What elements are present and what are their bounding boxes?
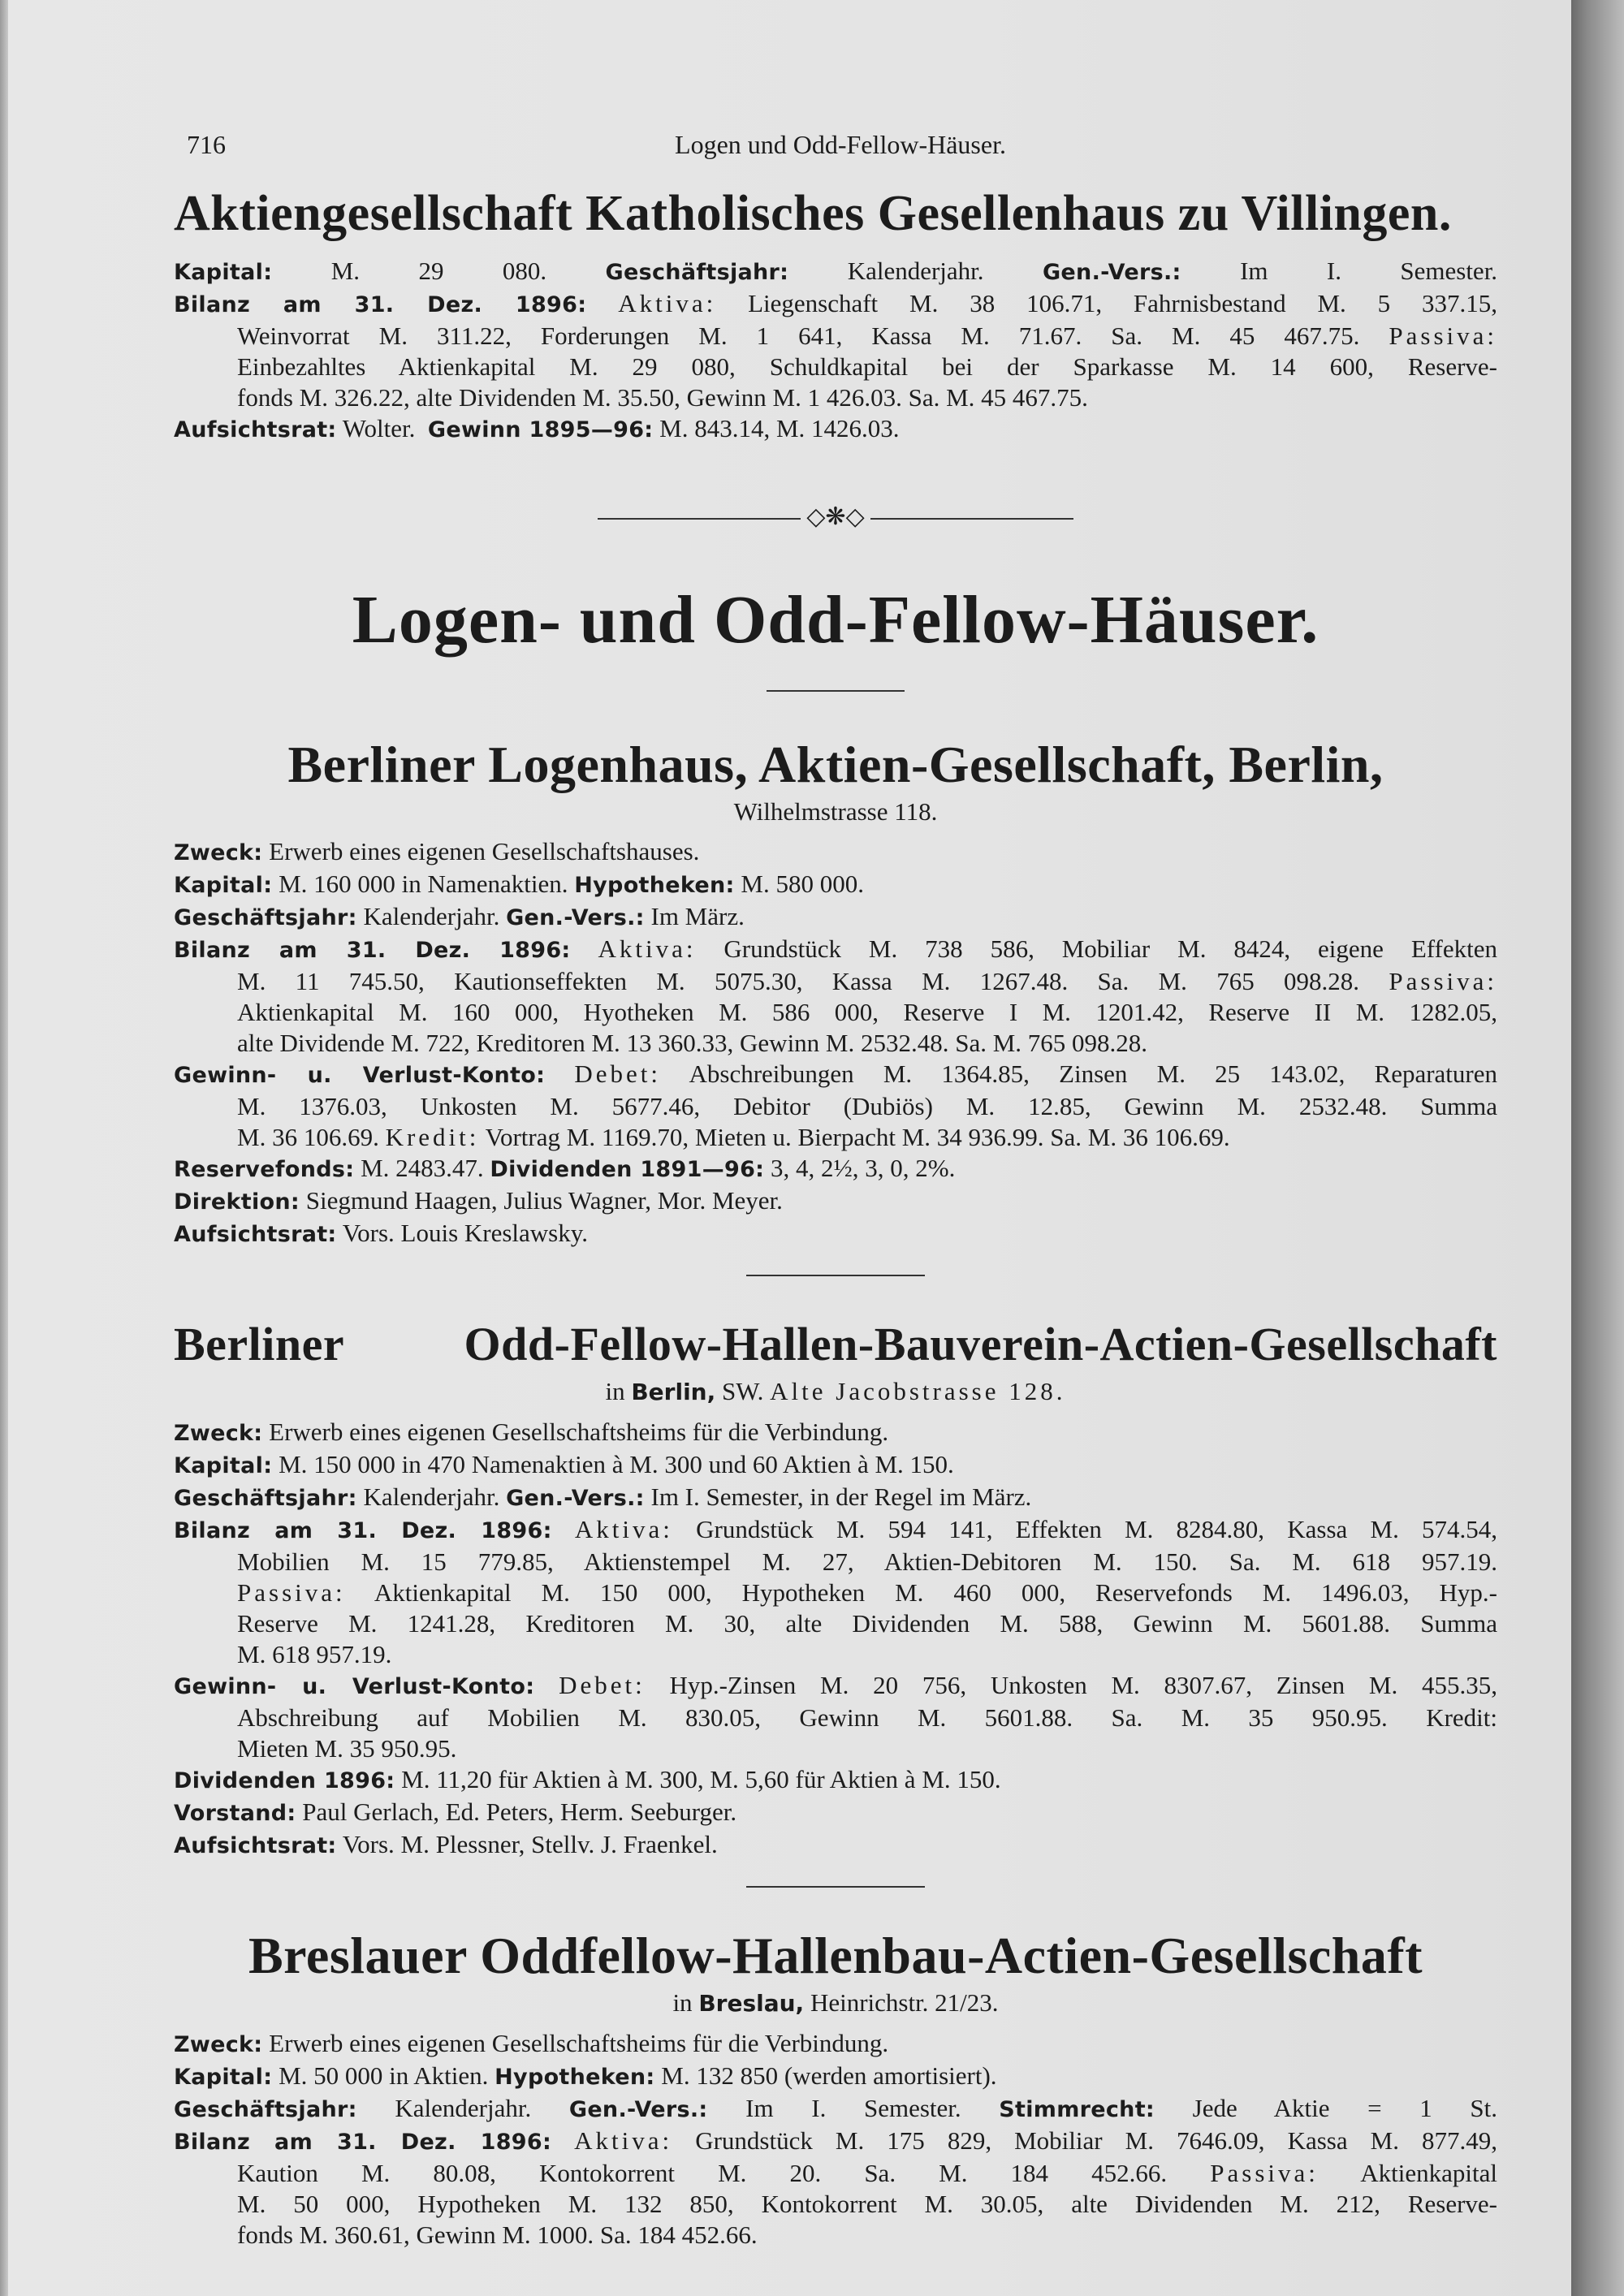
- field-value: M. 50 000 in Aktien.: [279, 2061, 489, 2090]
- text-line: [174, 1482, 1497, 1514]
- spaced-label: Passiva:: [1210, 2159, 1319, 2187]
- field-label: Bilanz am 31. Dez. 1896:: [174, 938, 571, 963]
- field-value: Erwerb eines eigenen Gesellschaftsheims für die Verbindung.: [269, 2029, 889, 2057]
- address-city: Breslau,: [698, 1990, 805, 2017]
- field-value: M. 11,20 für Aktien à M. 300, M. 5,60 für Aktien à M. 150.: [401, 1765, 1001, 1793]
- text-line: [174, 1059, 1497, 1091]
- spaced-label: Kredit:: [385, 1123, 480, 1151]
- field-value: Liegenschaft M. 38 106.71, Fahrnisbestand M. 5 337.15,: [748, 289, 1498, 317]
- field-label: Zweck:: [174, 1421, 263, 1446]
- text-line: [174, 1449, 1497, 1482]
- text-line: Mieten M. 35 950.95.: [237, 1734, 457, 1763]
- field-label: Gen.-Vers.:: [1042, 260, 1181, 285]
- spaced-label: Aktiva:: [574, 1515, 673, 1543]
- text-line: M. 50 000, Hypotheken M. 132 850, Kontokorrent M. 30.05, alte Dividenden M. 212, Reserve-: [237, 2190, 1497, 2218]
- spaced-label: Passiva:: [1389, 967, 1497, 995]
- field-value: Grundstück M. 738 586, Mobiliar M. 8424, eigene Effekten: [723, 934, 1498, 963]
- field-label: Hypotheken:: [574, 873, 735, 898]
- text-line: [174, 256, 1497, 288]
- text-line: [174, 966, 1497, 997]
- text-line: [174, 934, 1497, 966]
- field-value: Kalenderjahr.: [363, 902, 500, 930]
- text-line: [174, 1829, 1497, 1862]
- entry-berliner-logenhaus: [174, 734, 1497, 1250]
- field-value: Aktienkapital: [1360, 2159, 1497, 2187]
- text-line: alte Dividende M. 722, Kreditoren M. 13 360.33, Gewinn M. 2532.48. Sa. M. 765 098.28.: [237, 1029, 1148, 1057]
- field-value: M. 29 080.: [330, 257, 547, 285]
- field-value: 3, 4, 2½, 3, 0, 2%.: [771, 1154, 956, 1182]
- text-line: [174, 2061, 1497, 2093]
- field-value: Erwerb eines eigenen Gesellschaftsheims für die Verbindung.: [269, 1418, 889, 1446]
- text-line: [174, 1122, 1497, 1153]
- field-value: Jede Aktie = 1 St.: [1192, 2094, 1498, 2122]
- text-line: [174, 1417, 1497, 1449]
- field-label: Dividenden 1891—96:: [490, 1157, 765, 1182]
- text-line: M. 1376.03, Unkosten M. 5677.46, Debitor (Dubiös) M. 12.85, Gewinn M. 2532.48. Summa: [237, 1092, 1497, 1120]
- text-line: [174, 288, 1497, 321]
- field-label: Reservefonds:: [174, 1157, 355, 1182]
- text-line: [174, 901, 1497, 934]
- address-street: Heinrichstr. 21/23.: [810, 1988, 999, 2017]
- divider: [767, 690, 905, 692]
- field-value: Kalenderjahr.: [395, 2094, 532, 2122]
- field-value: Grundstück M. 175 829, Mobiliar M. 7646.09, Kassa M. 877.49,: [695, 2126, 1498, 2155]
- ornament-rule: [870, 518, 1073, 520]
- field-value: Vortrag M. 1169.70, Mieten u. Bierpacht M. 34 936.99. Sa. M. 36 106.69.: [485, 1123, 1230, 1151]
- spaced-label: Aktiva:: [618, 289, 717, 317]
- text-line: [174, 869, 1497, 901]
- field-label: Geschäftsjahr:: [605, 260, 789, 285]
- entry-title: Aktiengesellschaft Katholisches Gesellenhaus zu Villingen.: [174, 186, 1452, 241]
- divider: [746, 1275, 925, 1276]
- text-line: fonds M. 360.61, Gewinn M. 1000. Sa. 184 452.66.: [237, 2220, 758, 2249]
- field-label: Aufsichtsrat:: [174, 417, 337, 442]
- text-line: [174, 1797, 1497, 1829]
- text-line: [174, 1514, 1497, 1547]
- field-label: Gewinn 1895—96:: [427, 417, 654, 442]
- field-label: Hypotheken:: [495, 2065, 655, 2090]
- field-label: Bilanz am 31. Dez. 1896:: [174, 292, 587, 317]
- page-number: 716: [187, 130, 226, 159]
- field-label: Dividenden 1896:: [174, 1768, 395, 1793]
- text-line: Aktienkapital M. 160 000, Hyotheken M. 586 000, Reserve I M. 1201.42, Reserve II M. 1282.05,: [237, 998, 1497, 1026]
- field-value: M. 132 850 (werden amortisiert).: [661, 2061, 997, 2090]
- text-line: [174, 836, 1497, 869]
- field-value: M. 150 000 in 470 Namenaktien à M. 300 und 60 Aktien à M. 150.: [279, 1450, 954, 1478]
- spaced-label: Debet:: [574, 1060, 662, 1088]
- spaced-label: Aktiva:: [598, 934, 697, 963]
- spaced-label: Aktiva:: [574, 2126, 673, 2155]
- entry-title: Berliner Odd-Fellow-Hallen-Bauverein-Actien-Gesellschaft: [174, 1318, 1497, 1370]
- divider: [746, 1886, 925, 1888]
- field-value: Abschreibungen M. 1364.85, Zinsen M. 25 143.02, Reparaturen: [689, 1060, 1498, 1088]
- entry-villingen: [174, 183, 1497, 446]
- field-value: Kaution M. 80.08, Kontokorrent M. 20. Sa. M. 184 452.66.: [237, 2159, 1168, 2187]
- field-value: Im I. Semester.: [1240, 257, 1498, 285]
- spaced-label: Passiva:: [1389, 322, 1497, 350]
- address-part: in: [605, 1377, 625, 1405]
- entry-address: Wilhelmstrasse 118.: [733, 797, 938, 826]
- field-value: M. 36 106.69.: [237, 1123, 379, 1151]
- field-value: Grundstück M. 594 141, Effekten M. 8284.80, Kassa M. 574.54,: [696, 1515, 1498, 1543]
- spaced-label: Debet:: [559, 1671, 646, 1699]
- field-label: Aufsichtsrat:: [174, 1222, 337, 1247]
- entry-breslauer-oddfellow: [174, 1925, 1497, 2251]
- entry-title: Berliner Logenhaus, Aktien-Gesellschaft, Berlin,: [287, 736, 1384, 793]
- field-value: Hyp.-Zinsen M. 20 756, Unkosten M. 8307.67, Zinsen M. 455.35,: [669, 1671, 1498, 1699]
- field-value: Im März.: [650, 902, 745, 930]
- field-value: Vors. M. Plessner, Stellv. J. Fraenkel.: [342, 1830, 718, 1858]
- text-line: [174, 2028, 1497, 2061]
- field-label: Geschäftsjahr:: [174, 2097, 357, 2122]
- field-label: Aufsichtsrat:: [174, 1833, 337, 1858]
- entry-berliner-odd-fellow: [174, 1314, 1497, 1862]
- field-value: Weinvorrat M. 311.22, Forderungen M. 1 641, Kassa M. 71.67. Sa. M. 45 467.75.: [237, 322, 1360, 350]
- section-title: Logen- und Odd-Fellow-Häuser.: [352, 582, 1320, 658]
- field-value: Siegmund Haagen, Julius Wagner, Mor. Meyer.: [305, 1186, 783, 1215]
- text-line: [174, 1185, 1497, 1218]
- field-label: Kapital:: [174, 873, 273, 898]
- field-value: M. 2483.47.: [361, 1154, 484, 1182]
- address-city: Berlin,: [631, 1379, 716, 1405]
- field-value: Kalenderjahr.: [363, 1482, 500, 1511]
- text-line: Einbezahltes Aktienkapital M. 29 080, Schuldkapital bei der Sparkasse M. 14 600, Reserve-: [237, 352, 1497, 381]
- page-content: [174, 183, 1497, 2251]
- field-value: M. 160 000 in Namenaktien.: [279, 870, 568, 898]
- field-label: Kapital:: [174, 260, 273, 285]
- field-value: Im I. Semester.: [745, 2094, 961, 2122]
- section-ornament: [174, 503, 1497, 531]
- address-part: in: [672, 1988, 693, 2017]
- text-line: [174, 1577, 1497, 1608]
- text-line: [174, 1218, 1497, 1250]
- text-line: [174, 1670, 1497, 1703]
- text-line: Reserve M. 1241.28, Kreditoren M. 30, alte Dividenden M. 588, Gewinn M. 5601.88. Summa: [237, 1609, 1497, 1638]
- spaced-label: Passiva:: [237, 1578, 346, 1607]
- field-label: Gewinn- u. Verlust-Konto:: [174, 1674, 535, 1699]
- scan-right-edge: [1571, 0, 1624, 2296]
- field-label: Geschäftsjahr:: [174, 905, 357, 930]
- field-label: Gen.-Vers.:: [506, 905, 645, 930]
- text-line: [174, 2158, 1497, 2189]
- address-street: Alte Jacobstrasse 128.: [770, 1377, 1066, 1405]
- field-label: Gen.-Vers.:: [506, 1486, 645, 1511]
- ornament-glyph: ◇❋◇: [806, 503, 865, 530]
- field-value: Kalenderjahr.: [847, 257, 984, 285]
- field-label: Zweck:: [174, 840, 263, 865]
- field-label: Zweck:: [174, 2032, 263, 2057]
- text-line: [174, 413, 1497, 446]
- field-label: Bilanz am 31. Dez. 1896:: [174, 2130, 552, 2155]
- field-value: Aktienkapital M. 150 000, Hypotheken M. 460 000, Reservefonds M. 1496.03, Hyp.-: [374, 1578, 1497, 1607]
- field-label: Bilanz am 31. Dez. 1896:: [174, 1518, 552, 1543]
- field-value: Erwerb eines eigenen Gesellschaftshauses.: [269, 837, 700, 865]
- text-line: [174, 1153, 1497, 1185]
- field-value: Paul Gerlach, Ed. Peters, Herm. Seeburger.: [302, 1798, 737, 1826]
- field-label: Direktion:: [174, 1189, 300, 1215]
- text-line: [174, 2126, 1497, 2158]
- entry-address: [174, 1987, 1497, 2020]
- text-line: Mobilien M. 15 779.85, Aktienstempel M. 27, Aktien-Debitoren M. 150. Sa. M. 618 957.19.: [237, 1547, 1497, 1576]
- field-label: Stimmrecht:: [999, 2097, 1155, 2122]
- field-label: Vorstand:: [174, 1801, 296, 1826]
- text-line: fonds M. 326.22, alte Dividenden M. 35.50, Gewinn M. 1 426.03. Sa. M. 45 467.75.: [237, 383, 1088, 412]
- text-line: [174, 2093, 1497, 2126]
- field-label: Kapital:: [174, 1453, 273, 1478]
- field-label: Gewinn- u. Verlust-Konto:: [174, 1063, 546, 1088]
- text-line: M. 618 957.19.: [237, 1640, 392, 1668]
- address-part: SW.: [722, 1377, 764, 1405]
- entry-title: Breslauer Oddfellow-Hallenbau-Actien-Gesellschaft: [248, 1927, 1423, 1984]
- text-line: [174, 1764, 1497, 1797]
- field-value: Wolter.: [342, 414, 416, 442]
- field-value: M. 11 745.50, Kautionseffekten M. 5075.30, Kassa M. 1267.48. Sa. M. 765 098.28.: [237, 967, 1360, 995]
- field-value: M. 843.14, M. 1426.03.: [659, 414, 900, 442]
- field-value: M. 580 000.: [741, 870, 864, 898]
- field-label: Gen.-Vers.:: [568, 2097, 708, 2122]
- field-value: Vors. Louis Kreslawsky.: [342, 1219, 588, 1247]
- page-header: [187, 130, 1494, 170]
- field-label: Kapital:: [174, 2065, 273, 2090]
- field-label: Geschäftsjahr:: [174, 1486, 357, 1511]
- ornament-rule: [598, 518, 801, 520]
- entry-address: [174, 1375, 1497, 1409]
- text-line: [174, 321, 1497, 352]
- running-title: Logen und Odd-Fellow-Häuser.: [675, 130, 1006, 159]
- text-line: Abschreibung auf Mobilien M. 830.05, Gewinn M. 5601.88. Sa. M. 35 950.95. Kredit:: [237, 1703, 1497, 1732]
- field-value: Im I. Semester, in der Regel im März.: [650, 1482, 1032, 1511]
